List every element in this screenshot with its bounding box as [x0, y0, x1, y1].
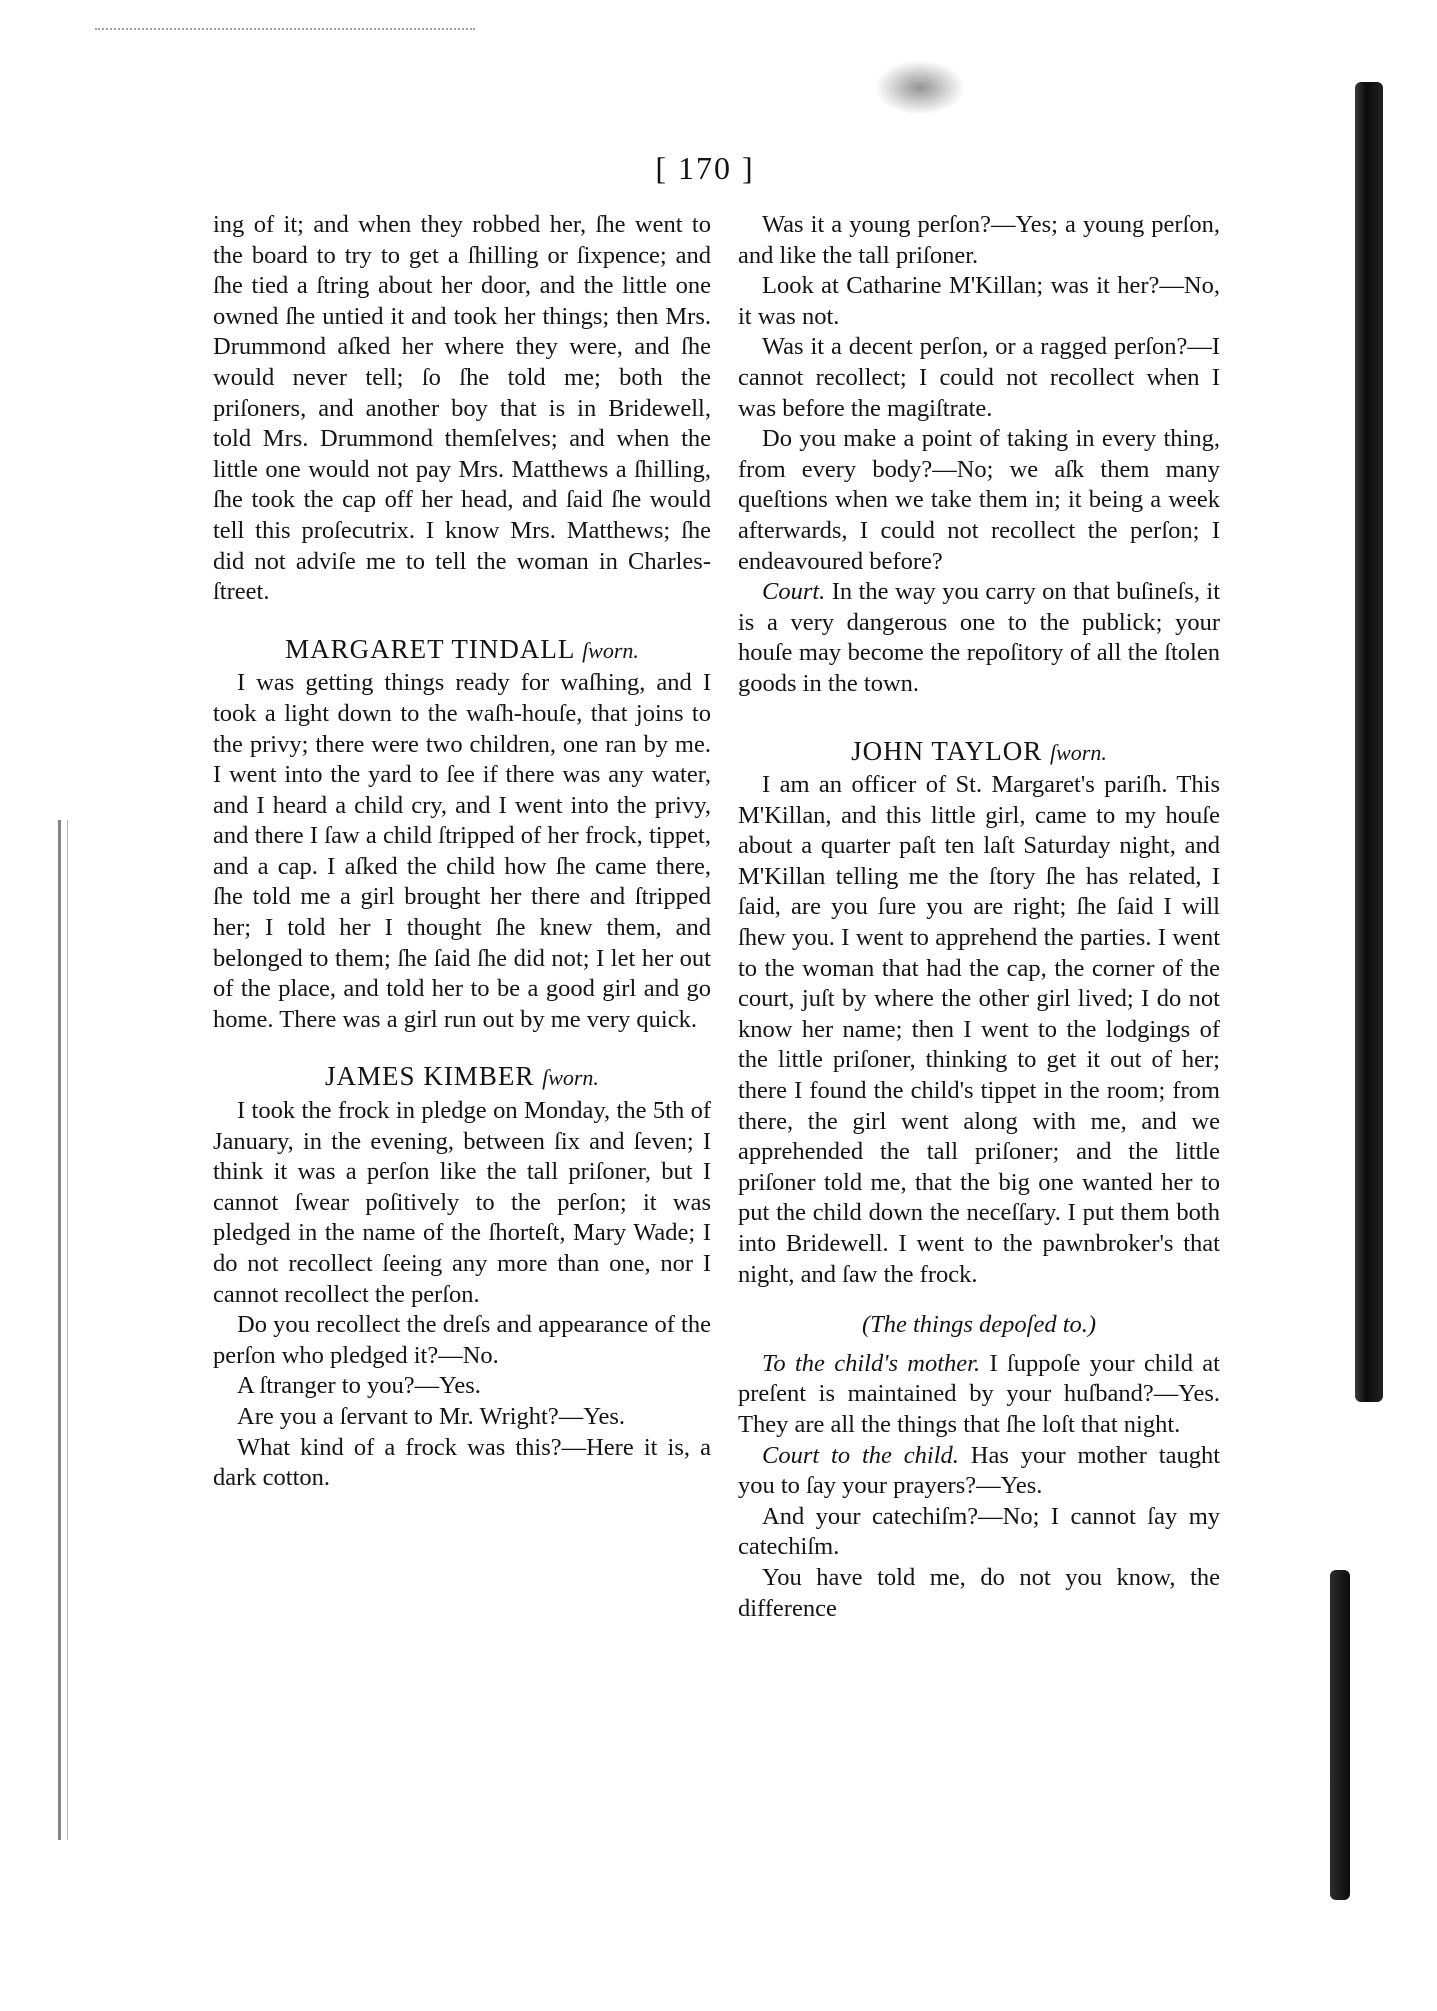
- right-column: [738, 210, 1220, 1624]
- question-text: I ſuppoſe your child at preſent is maintained by your huſband?—Yes. They are all the things that ſhe loſt that night.: [738, 1349, 1220, 1438]
- testimony-paragraph: I was getting things ready for waſhing, and I took a light down to the waſh-houſe, that joins to the privy; there were two children, one ran by me. I went into the yard to ſee if there was any water, and I heard a child cry, and I went into the privy, and there I ſaw a child ſtripped of her frock, tippet, and a cap. I aſked the child how ſhe came there, ſhe told me a girl brought her there and ſtripped her; I told her I thought ſhe knew them, and belonged to them; ſhe ſaid ſhe did not; I let her out of the place, and told her to be a good girl and go home. There was a girl run out by me very quick.: [213, 669, 711, 1033]
- question-answer: Do you recollect the dreſs and appearance of the perſon who pledged it?—No.: [213, 1311, 711, 1369]
- question-answer: Was it a decent perſon, or a ragged perſon?—I cannot recollect; I could not recollect when I was before the magiſtrate.: [738, 333, 1220, 422]
- witness-heading-kimber: [213, 1061, 711, 1094]
- page-number: [ 170 ]: [655, 150, 755, 186]
- remark-text: In the way you carry on that buſineſs, it is a very dangerous one to the publick; your houſe may become the repoſitory of all the ſtolen goods in the town.: [738, 578, 1221, 697]
- speaker-label: Court.: [762, 578, 826, 606]
- binding-shadow-lower: [1330, 1570, 1350, 1900]
- witness-heading-taylor: [738, 736, 1220, 769]
- question-answer: Are you a ſervant to Mr. Wright?—Yes.: [237, 1402, 626, 1430]
- speaker-label: To the child's mother.: [762, 1349, 981, 1377]
- sworn-label: ſworn.: [542, 1065, 599, 1091]
- page-edge-rule: [58, 820, 68, 1840]
- witness-heading-tindall: [213, 634, 711, 667]
- question-to-child: [738, 1441, 1220, 1502]
- witness-name: MARGARET TINDALL: [285, 633, 575, 664]
- court-remark: [738, 577, 1220, 699]
- question-answer: And your catechiſm?—No; I cannot ſay my catechiſm.: [738, 1502, 1220, 1561]
- question-answer: What kind of a frock was this?—Here it is, a dark cotton.: [213, 1433, 711, 1492]
- witness-name: JOHN TAYLOR: [851, 735, 1043, 766]
- question-answer: You have told me, do not you know, the difference: [738, 1563, 1220, 1622]
- opening-paragraph: ing of it; and when they robbed her, ſhe went to the board to try to get a ſhilling or ſixpence; and ſhe tied a ſtring about her door, and the little one owned ſhe untied it and took her things; then Mrs. Drummond aſked her where they were, and ſhe would never tell; ſo ſhe told me; both the priſoners, and another boy that is in Bridewell, told Mrs. Drummond themſelves; and when the little one would not pay Mrs. Matthews a ſhilling, ſhe took the cap off her head, and ſaid ſhe would tell this proſecutrix. I know Mrs. Matthews; ſhe did not adviſe me to tell the woman in Charles-ſtreet.: [213, 211, 711, 606]
- question-to-mother: [738, 1349, 1220, 1441]
- question-answer: Do you make a point of taking in every thing, from every body?—No; we aſk them many queſtions when we take them in; it being a week afterwards, I could not recollect the perſon; I endeavoured before?: [738, 425, 1220, 575]
- left-column: [213, 210, 711, 1494]
- question-answer: Was it a young perſon?—Yes; a young perſon, and like the tall priſoner.: [738, 211, 1220, 269]
- testimony-paragraph: I am an officer of St. Margaret's pariſh. This M'Killan, and this little girl, came to my houſe about a quarter paſt ten laſt Saturday night, and M'Killan telling me the ſtory ſhe has related, I ſaid, are you ſure you are right; ſhe ſaid I will ſhew you. I went to apprehend the parties. I went to the woman that had the cap, the corner of the court, juſt by where the other girl lived; I do not know her name; then I went to the lodgings of the little priſoner, thinking to get it out of her; there I found the child's tippet in the room; from there, the girl went along with me, and we apprehended the tall priſoner; and the little priſoner told me, that the big one wanted her to put the child down the neceſſary. I put them both into Bridewell. I went to the pawnbroker's that night, and ſaw the frock.: [738, 771, 1220, 1288]
- binding-shadow: [1355, 82, 1383, 1402]
- testimony-paragraph: I took the frock in pledge on Monday, the 5th of January, in the evening, between ſix and ſeven; I think it was a perſon like the tall priſoner, but I cannot ſwear poſitively to the perſon; it was pledged in the name of the ſhorteſt, Mary Wade; I do not recollect ſeeing any more than one, nor I cannot recollect the perſon.: [213, 1097, 711, 1308]
- ink-smudge: [875, 60, 965, 115]
- speaker-label: Court to the child.: [762, 1441, 959, 1469]
- stage-direction: (The things depoſed to.): [861, 1311, 1097, 1339]
- sworn-label: ſworn.: [582, 637, 639, 663]
- scan-specks: [95, 28, 475, 50]
- sworn-label: ſworn.: [1050, 739, 1107, 765]
- question-text: Has your mother taught you to ſay your prayers?—Yes.: [738, 1441, 1221, 1500]
- witness-name: JAMES KIMBER: [325, 1061, 535, 1092]
- question-answer: A ſtranger to you?—Yes.: [237, 1372, 481, 1400]
- question-answer: Look at Catharine M'Killan; was it her?—No, it was not.: [738, 272, 1220, 330]
